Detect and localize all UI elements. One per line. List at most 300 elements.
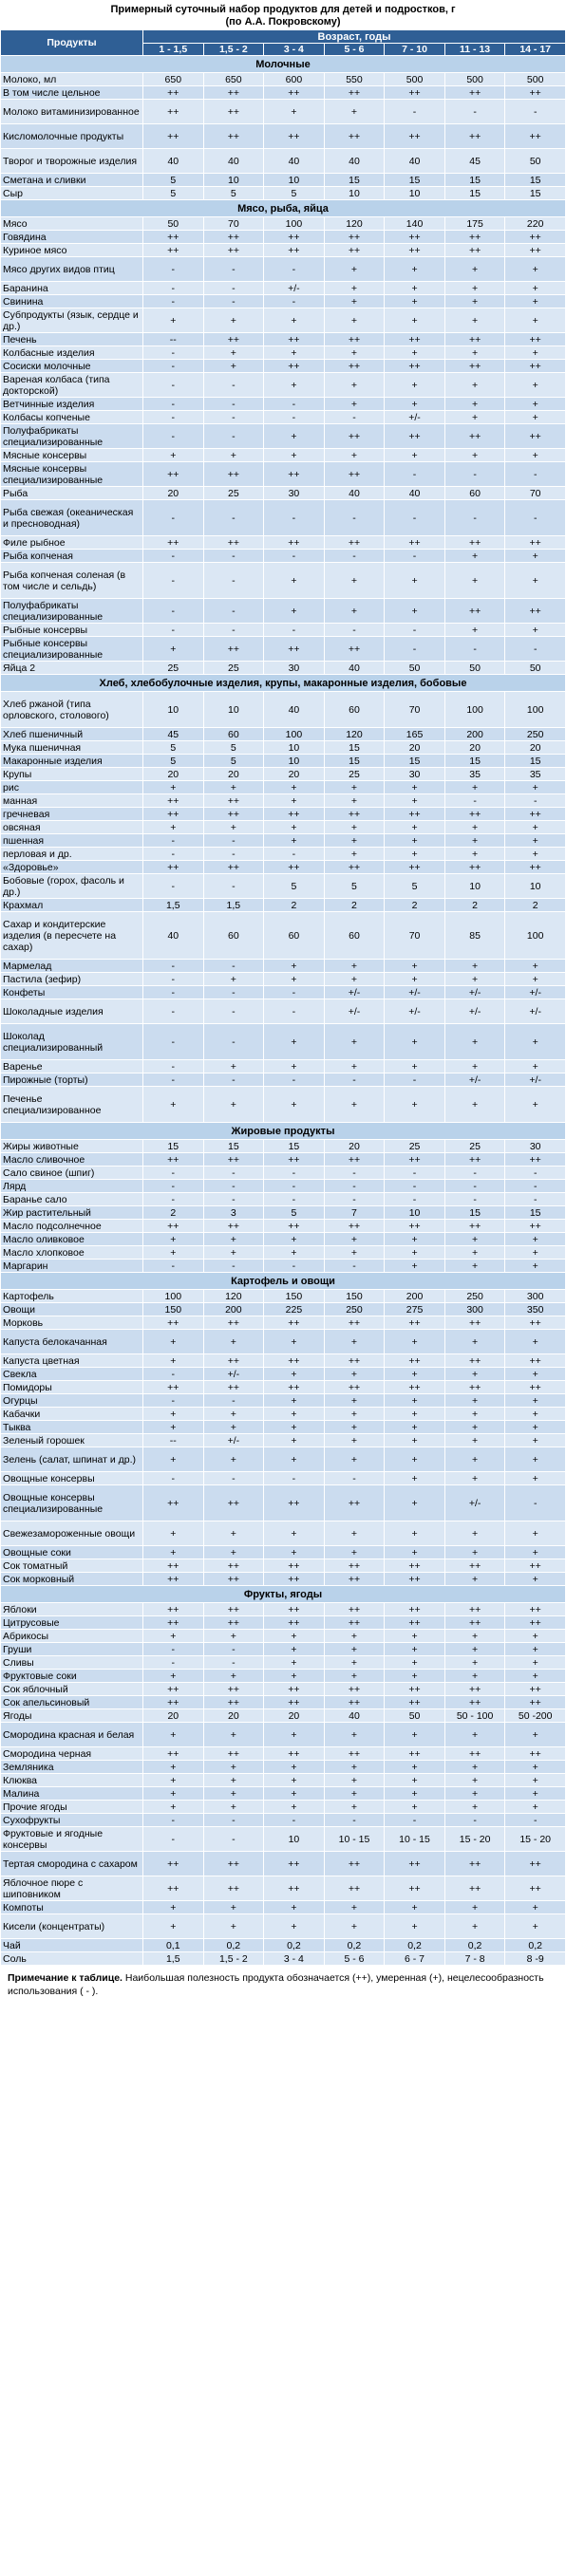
value-cell: - (143, 1656, 204, 1670)
product-name: Сало свиное (шпиг) (1, 1167, 143, 1180)
value-cell: ++ (324, 1220, 385, 1233)
table-row (1, 662, 566, 675)
value-cell: + (143, 781, 204, 794)
value-cell: + (203, 1901, 264, 1914)
value-cell: - (203, 550, 264, 563)
section-title: Мясо, рыба, яйца (1, 200, 566, 217)
value-cell: + (385, 1670, 445, 1683)
product-name: Сахар и кондитерские изделия (в пересчете на сахар) (1, 912, 143, 960)
table-row (1, 1603, 566, 1616)
value-cell: ++ (385, 1683, 445, 1696)
value-cell: ++ (444, 1852, 505, 1876)
product-name: Ягоды (1, 1709, 143, 1723)
value-cell: + (505, 624, 566, 637)
value-cell: + (505, 1643, 566, 1656)
value-cell: 30 (385, 768, 445, 781)
value-cell: + (203, 1801, 264, 1814)
product-name: Груши (1, 1643, 143, 1656)
value-cell: + (264, 449, 325, 462)
table-row (1, 1260, 566, 1273)
product-name: гречневая (1, 808, 143, 821)
value-cell: ++ (203, 86, 264, 100)
value-cell: ++ (444, 1603, 505, 1616)
value-cell: ++ (385, 333, 445, 346)
value-cell: + (385, 1024, 445, 1060)
value-cell: ++ (264, 1381, 325, 1394)
value-cell: - (505, 1485, 566, 1521)
value-cell: 120 (203, 1290, 264, 1303)
value-cell: 6 - 7 (385, 1952, 445, 1966)
value-cell: + (324, 449, 385, 462)
value-cell: - (143, 986, 204, 999)
value-cell: ++ (143, 100, 204, 124)
value-cell: + (505, 295, 566, 308)
value-cell: ++ (505, 1381, 566, 1394)
table-row (1, 728, 566, 741)
table-row (1, 1073, 566, 1087)
value-cell: + (385, 308, 445, 333)
value-cell: + (203, 973, 264, 986)
value-cell: 15 (505, 187, 566, 200)
value-cell: -- (143, 333, 204, 346)
value-cell: ++ (203, 1316, 264, 1330)
value-cell: - (444, 500, 505, 536)
value-cell: - (143, 257, 204, 282)
value-cell: 40 (143, 149, 204, 174)
value-cell: + (505, 1630, 566, 1643)
value-cell: 50 (444, 662, 505, 675)
value-cell: + (444, 1914, 505, 1939)
value-cell: ++ (444, 1316, 505, 1330)
value-cell: - (143, 1193, 204, 1206)
value-cell: + (444, 821, 505, 834)
value-cell: + (385, 794, 445, 808)
value-cell: 175 (444, 217, 505, 231)
value-cell: + (385, 1521, 445, 1546)
value-cell: - (143, 960, 204, 973)
value-cell: 10 (324, 187, 385, 200)
value-cell: + (385, 821, 445, 834)
table-row (1, 1852, 566, 1876)
value-cell: - (264, 624, 325, 637)
value-cell: + (203, 1914, 264, 1939)
value-cell: + (264, 424, 325, 449)
value-cell: ++ (505, 1603, 566, 1616)
value-cell: 85 (444, 912, 505, 960)
value-cell: +/- (324, 986, 385, 999)
value-cell: 100 (264, 728, 325, 741)
value-cell: + (143, 1246, 204, 1260)
product-name: Овощные соки (1, 1546, 143, 1559)
value-cell: ++ (444, 244, 505, 257)
value-cell: ++ (444, 1220, 505, 1233)
value-cell: - (505, 1167, 566, 1180)
value-cell: + (264, 1246, 325, 1260)
value-cell: 3 (203, 1206, 264, 1220)
value-cell: 5 (143, 187, 204, 200)
value-cell: 60 (264, 912, 325, 960)
value-cell: +/- (505, 986, 566, 999)
value-cell: + (385, 1643, 445, 1656)
product-name: Рыба копченая (1, 550, 143, 563)
value-cell: - (505, 500, 566, 536)
value-cell: + (324, 282, 385, 295)
value-cell: ++ (385, 1573, 445, 1586)
table-row (1, 1787, 566, 1801)
value-cell: 35 (505, 768, 566, 781)
value-cell: + (385, 1260, 445, 1273)
value-cell: - (203, 373, 264, 398)
product-name: Лярд (1, 1180, 143, 1193)
value-cell: ++ (385, 1153, 445, 1167)
value-cell: 25 (324, 768, 385, 781)
table-row (1, 424, 566, 449)
value-cell: ++ (505, 333, 566, 346)
value-cell: + (444, 1901, 505, 1914)
value-cell: 1,5 - 2 (203, 1952, 264, 1966)
table-row (1, 124, 566, 149)
value-cell: ++ (324, 637, 385, 662)
value-cell: 300 (505, 1290, 566, 1303)
value-cell: + (203, 449, 264, 462)
value-cell: +/- (264, 282, 325, 295)
value-cell: + (324, 257, 385, 282)
value-cell: 5 (203, 755, 264, 768)
value-cell: +/- (505, 999, 566, 1024)
product-name: Сок морковный (1, 1573, 143, 1586)
value-cell: ++ (264, 808, 325, 821)
value-cell: + (444, 1630, 505, 1643)
value-cell: 60 (324, 692, 385, 728)
value-cell: - (324, 624, 385, 637)
table-row (1, 1656, 566, 1670)
table-row (1, 973, 566, 986)
value-cell: - (203, 1180, 264, 1193)
value-cell: + (324, 1368, 385, 1381)
value-cell: 20 (203, 1709, 264, 1723)
value-cell: ++ (264, 360, 325, 373)
value-cell: 15 (385, 174, 445, 187)
value-cell: 10 (385, 187, 445, 200)
value-cell: + (143, 1408, 204, 1421)
value-cell: 15 (143, 1140, 204, 1153)
value-cell: - (444, 462, 505, 487)
value-cell: + (444, 1787, 505, 1801)
table-row (1, 1827, 566, 1852)
value-cell: + (264, 1630, 325, 1643)
value-cell: + (505, 1787, 566, 1801)
table-row (1, 308, 566, 333)
table-row (1, 808, 566, 821)
product-name: Варенье (1, 1060, 143, 1073)
value-cell: - (203, 848, 264, 861)
value-cell: 10 (143, 692, 204, 728)
value-cell: 0,2 (264, 1939, 325, 1952)
value-cell: ++ (385, 1603, 445, 1616)
value-cell: + (203, 1521, 264, 1546)
value-cell: + (143, 1761, 204, 1774)
value-cell: - (143, 500, 204, 536)
table-row (1, 1952, 566, 1966)
table-row (1, 637, 566, 662)
value-cell: ++ (324, 424, 385, 449)
value-cell: - (444, 1167, 505, 1180)
value-cell: - (143, 411, 204, 424)
product-name: манная (1, 794, 143, 808)
value-cell: + (505, 411, 566, 424)
value-cell: ++ (505, 231, 566, 244)
value-cell: ++ (385, 861, 445, 874)
value-cell: + (505, 781, 566, 794)
value-cell: + (203, 1670, 264, 1683)
value-cell: 15 (444, 755, 505, 768)
value-cell: 15 - 20 (505, 1827, 566, 1852)
value-cell: + (264, 373, 325, 398)
value-cell: - (203, 834, 264, 848)
product-name: Вареная колбаса (типа докторской) (1, 373, 143, 398)
value-cell: ++ (264, 1603, 325, 1616)
value-cell: 150 (324, 1290, 385, 1303)
value-cell: - (505, 1180, 566, 1193)
value-cell: ++ (385, 536, 445, 550)
product-name: Куриное мясо (1, 244, 143, 257)
table-row (1, 1616, 566, 1630)
table-row (1, 1060, 566, 1073)
value-cell: ++ (143, 124, 204, 149)
value-cell: + (203, 821, 264, 834)
value-cell: ++ (505, 1559, 566, 1573)
value-cell: ++ (143, 1381, 204, 1394)
value-cell: + (324, 1233, 385, 1246)
value-cell: 10 - 15 (385, 1827, 445, 1852)
value-cell: ++ (385, 424, 445, 449)
value-cell: + (143, 449, 204, 462)
value-cell: - (264, 550, 325, 563)
value-cell: + (143, 821, 204, 834)
title-line-2: (по А.А. Покровскому) (225, 16, 341, 28)
table-row (1, 244, 566, 257)
product-name: «Здоровье» (1, 861, 143, 874)
table-row (1, 1546, 566, 1559)
value-cell: + (264, 1723, 325, 1747)
table-row (1, 821, 566, 834)
value-cell: ++ (203, 1683, 264, 1696)
value-cell: ++ (203, 100, 264, 124)
table-row (1, 149, 566, 174)
value-cell: 100 (264, 217, 325, 231)
value-cell: + (444, 1656, 505, 1670)
value-cell: + (385, 398, 445, 411)
value-cell: 40 (143, 912, 204, 960)
value-cell: ++ (324, 536, 385, 550)
value-cell: 15 (324, 174, 385, 187)
value-cell: 2 (143, 1206, 204, 1220)
value-cell: + (444, 449, 505, 462)
value-cell: +/- (444, 999, 505, 1024)
value-cell: + (264, 1024, 325, 1060)
value-cell: - (143, 1368, 204, 1381)
value-cell: 5 (203, 741, 264, 755)
product-name: Сок яблочный (1, 1683, 143, 1696)
value-cell: 20 (324, 1140, 385, 1153)
value-cell: + (264, 1233, 325, 1246)
value-cell: - (324, 1167, 385, 1180)
value-cell: 15 (324, 755, 385, 768)
value-cell: + (264, 1408, 325, 1421)
value-cell: + (444, 1447, 505, 1472)
value-cell: +/- (385, 999, 445, 1024)
value-cell: - (324, 1260, 385, 1273)
value-cell: ++ (264, 536, 325, 550)
value-cell: 200 (385, 1290, 445, 1303)
table-row (1, 848, 566, 861)
section-header-row (1, 1123, 566, 1140)
value-cell: 650 (203, 73, 264, 86)
value-cell: 500 (385, 73, 445, 86)
value-cell: ++ (324, 1573, 385, 1586)
value-cell: + (385, 1421, 445, 1434)
product-name: Сухофрукты (1, 1814, 143, 1827)
value-cell: - (264, 398, 325, 411)
value-cell: + (444, 1801, 505, 1814)
value-cell: ++ (203, 808, 264, 821)
food-table (0, 29, 566, 1966)
value-cell: ++ (203, 536, 264, 550)
value-cell: 40 (385, 149, 445, 174)
value-cell: - (143, 834, 204, 848)
value-cell: + (143, 1233, 204, 1246)
value-cell: - (143, 563, 204, 599)
value-cell: ++ (385, 1381, 445, 1394)
value-cell: ++ (143, 231, 204, 244)
value-cell: - (385, 624, 445, 637)
value-cell: - (385, 500, 445, 536)
value-cell: - (385, 1167, 445, 1180)
product-name: перловая и др. (1, 848, 143, 861)
value-cell: - (444, 1814, 505, 1827)
value-cell: ++ (143, 244, 204, 257)
value-cell: + (444, 1087, 505, 1123)
table-row (1, 257, 566, 282)
value-cell: - (505, 462, 566, 487)
value-cell: ++ (324, 1876, 385, 1901)
value-cell: ++ (264, 1354, 325, 1368)
age-header-cell: 3 - 4 (264, 44, 325, 56)
value-cell: + (385, 346, 445, 360)
value-cell: ++ (385, 1852, 445, 1876)
table-row (1, 1394, 566, 1408)
table-row (1, 449, 566, 462)
value-cell: 25 (203, 662, 264, 675)
product-name: Хлеб ржаной (типа орловского, столового) (1, 692, 143, 728)
value-cell: + (264, 1087, 325, 1123)
value-cell: + (444, 411, 505, 424)
value-cell: + (505, 308, 566, 333)
value-cell: ++ (143, 1747, 204, 1761)
product-name: Пирожные (торты) (1, 1073, 143, 1087)
value-cell: + (385, 1368, 445, 1381)
value-cell: ++ (324, 1696, 385, 1709)
value-cell: 40 (324, 487, 385, 500)
value-cell: ++ (444, 1153, 505, 1167)
product-name: Мясные консервы специализированные (1, 462, 143, 487)
value-cell: 25 (143, 662, 204, 675)
section-title: Фрукты, ягоды (1, 1586, 566, 1603)
table-row (1, 295, 566, 308)
value-cell: +/- (505, 1073, 566, 1087)
value-cell: - (203, 1024, 264, 1060)
table-row (1, 462, 566, 487)
product-name: Фруктовые и ягодные консервы (1, 1827, 143, 1852)
product-name: Мука пшеничная (1, 741, 143, 755)
value-cell: + (324, 308, 385, 333)
value-cell: - (203, 1073, 264, 1087)
value-cell: +/- (324, 999, 385, 1024)
value-cell: + (264, 1060, 325, 1073)
value-cell: + (203, 1330, 264, 1354)
value-cell: + (203, 308, 264, 333)
value-cell: - (203, 1260, 264, 1273)
product-name: Молоко, мл (1, 73, 143, 86)
table-row (1, 599, 566, 624)
product-name: Пастила (зефир) (1, 973, 143, 986)
value-cell: ++ (324, 1683, 385, 1696)
table-row (1, 1723, 566, 1747)
value-cell: ++ (444, 124, 505, 149)
value-cell: - (203, 398, 264, 411)
value-cell: ++ (264, 1747, 325, 1761)
product-name: В том числе цельное (1, 86, 143, 100)
value-cell: 15 (505, 1206, 566, 1220)
table-row (1, 1485, 566, 1521)
value-cell: + (324, 1024, 385, 1060)
product-name: Печень (1, 333, 143, 346)
table-row (1, 1914, 566, 1939)
value-cell: 0,2 (203, 1939, 264, 1952)
value-cell: ++ (444, 536, 505, 550)
value-cell: + (264, 1643, 325, 1656)
table-row (1, 1140, 566, 1153)
value-cell: + (203, 1630, 264, 1643)
product-name: Конфеты (1, 986, 143, 999)
value-cell: 30 (264, 662, 325, 675)
value-cell: - (143, 398, 204, 411)
value-cell: - (143, 1260, 204, 1273)
value-cell: + (505, 848, 566, 861)
value-cell: + (324, 794, 385, 808)
value-cell: + (143, 1723, 204, 1747)
value-cell: + (203, 1408, 264, 1421)
table-row (1, 563, 566, 599)
value-cell: + (444, 308, 505, 333)
product-name: Рыбные консервы специализированные (1, 637, 143, 662)
value-cell: 35 (444, 768, 505, 781)
section-header-row (1, 1586, 566, 1603)
table-row (1, 1521, 566, 1546)
product-name: Баранье сало (1, 1193, 143, 1206)
section-title: Хлеб, хлебобулочные изделия, крупы, макаронные изделия, бобовые (1, 675, 566, 692)
table-row (1, 487, 566, 500)
value-cell: ++ (203, 1153, 264, 1167)
value-cell: ++ (444, 861, 505, 874)
value-cell: ++ (444, 1381, 505, 1394)
value-cell: + (444, 563, 505, 599)
value-cell: - (324, 1073, 385, 1087)
value-cell: 70 (203, 217, 264, 231)
value-cell: + (203, 1087, 264, 1123)
value-cell: + (143, 1354, 204, 1368)
value-cell: + (143, 1801, 204, 1814)
